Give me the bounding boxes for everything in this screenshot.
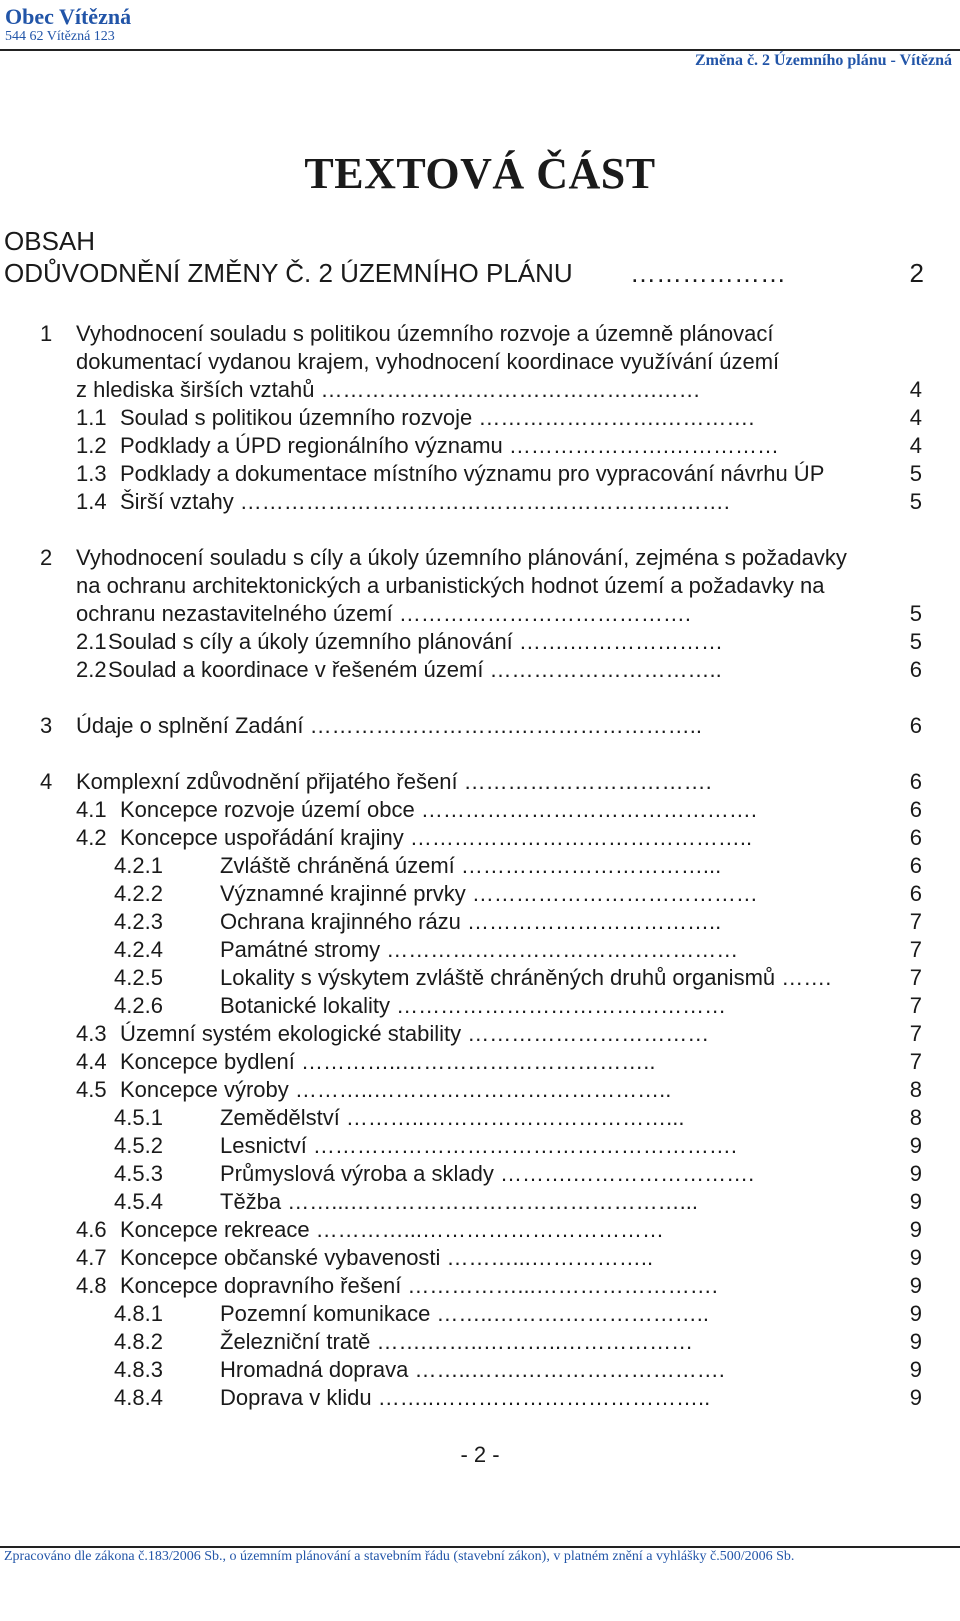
- toc-number: 4.5.4: [114, 1189, 163, 1214]
- toc-number: 4.3: [76, 1021, 107, 1046]
- toc-entry-text: Koncepce výroby ………..…………………………………..: [120, 1077, 672, 1102]
- toc-entry-text: Soulad a koordinace v řešeném území …………………………..: [108, 657, 722, 682]
- document-title: Změna č. 2 Územního plánu - Vítězná: [694, 52, 952, 69]
- toc-page-number: 8: [909, 1077, 922, 1102]
- toc-number: 1.4: [76, 489, 107, 514]
- toc-page-number: 9: [909, 1189, 922, 1214]
- toc-entry-text: Ochrana krajinného rázu ……………………………..: [220, 909, 722, 934]
- footer-note: Zpracováno dle zákona č.183/2006 Sb., o územním plánování a stavebním řádu (stavební zákon), v platném znění a vyhlášky č.500/2006 Sb.: [4, 1549, 795, 1564]
- toc-entry-text: Koncepce uspořádání krajiny ………………………………………..: [120, 825, 753, 850]
- toc-entry-text: Podklady a ÚPD regionálního významu ………………….……………: [120, 433, 779, 458]
- toc-number: 4.2.2: [114, 881, 163, 906]
- toc-page-number: 4: [909, 433, 922, 458]
- toc-number: 4.5: [76, 1077, 107, 1102]
- toc-number: 2.2: [76, 657, 107, 682]
- toc-entry-text: Vyhodnocení souladu s politikou územního rozvoje a územně plánovací: [76, 321, 774, 346]
- organization-name: Obec Vítězná: [5, 4, 132, 29]
- justification-page: 2: [909, 258, 924, 288]
- toc-page-number: 4: [909, 377, 922, 402]
- header-divider: [0, 49, 960, 51]
- toc-page-number: 9: [909, 1329, 922, 1354]
- toc-number: 4.2.4: [114, 937, 163, 962]
- toc-page-number: 7: [909, 993, 922, 1018]
- toc-entry-text: Koncepce rekreace …………...……………………………: [120, 1217, 665, 1242]
- toc-number: 4.8.4: [114, 1385, 163, 1410]
- toc-number: 4.8.3: [114, 1357, 163, 1382]
- toc-page-number: 5: [909, 489, 922, 514]
- toc-number: 4.5.1: [114, 1105, 163, 1130]
- toc-page-number: 7: [909, 965, 922, 990]
- toc-page-number: 9: [909, 1273, 922, 1298]
- toc-entry-text: z hlediska širších vztahů ……………………………………….……: [76, 377, 701, 402]
- toc-number: 4.8.1: [114, 1301, 163, 1326]
- toc-page-number: 7: [909, 1049, 922, 1074]
- toc-page-number: 4: [909, 405, 922, 430]
- toc-entry-text: Zemědělství ………..……………………………...: [220, 1105, 685, 1130]
- toc-entry-text: ochranu nezastavitelného území ………………………………….: [76, 601, 691, 626]
- toc-entry-text: Pozemní komunikace ……..……….………………..: [220, 1301, 709, 1326]
- toc-page-number: 9: [909, 1357, 922, 1382]
- toc-entry-text: Soulad s cíly a úkoly územního plánování …….…………………: [108, 629, 724, 654]
- toc-number: 4.2.6: [114, 993, 163, 1018]
- toc-entry-text: Železniční tratě …….……..………..………………: [220, 1329, 694, 1354]
- toc-page-number: 9: [909, 1301, 922, 1326]
- toc-entry-text: Hromadná doprava ……..…….……………………….: [220, 1357, 725, 1382]
- toc-entry-text: Podklady a dokumentace místního významu pro vypracování návrhu ÚP: [120, 461, 825, 486]
- toc-number: 4.4: [76, 1049, 107, 1074]
- toc-number: 2: [40, 545, 53, 570]
- toc-page-number: 9: [909, 1161, 922, 1186]
- toc-page-number: 6: [909, 825, 922, 850]
- toc-entry-text: Památné stromy …………………………………………: [220, 937, 739, 962]
- toc-number: 4.8.2: [114, 1329, 163, 1354]
- toc-page-number: 7: [909, 1021, 922, 1046]
- page-title: TEXTOVÁ ČÁST: [304, 149, 656, 198]
- toc-page-number: 6: [909, 713, 922, 738]
- organization-address: 544 62 Vítězná 123: [5, 29, 115, 44]
- toc-number: 1.1: [76, 405, 107, 430]
- toc-entry-text: Botanické lokality ………………………………………: [220, 993, 727, 1018]
- toc-page-number: 9: [909, 1245, 922, 1270]
- toc-page-number: 5: [909, 461, 922, 486]
- toc-number: 4.2.1: [114, 853, 163, 878]
- toc-number: 1.2: [76, 433, 107, 458]
- toc-entry-text: Lokality s výskytem zvláště chráněných druhů organismů …….: [220, 965, 832, 990]
- toc-entry-text: Lesnictví ………………………………………………….: [220, 1133, 738, 1158]
- toc-page-number: 5: [909, 601, 922, 626]
- toc-entry-text: Doprava v klidu ……..………………………………..: [220, 1385, 711, 1410]
- toc-entry-text: Zvláště chráněná území ……………………………...: [220, 853, 722, 878]
- toc-page-number: 6: [909, 853, 922, 878]
- toc-page-number: 6: [909, 769, 922, 794]
- toc-number: 4.7: [76, 1245, 107, 1270]
- toc-entry-text: Koncepce občanské vybavenosti ………...……………..: [120, 1245, 654, 1270]
- toc-entry-text: Koncepce rozvoje území obce ……………………………………….: [120, 797, 757, 822]
- toc-number: 4.2.3: [114, 909, 163, 934]
- toc-page-number: 9: [909, 1217, 922, 1242]
- toc-number: 1.3: [76, 461, 107, 486]
- toc-page-number: 6: [909, 797, 922, 822]
- justification-heading: ODŮVODNĚNÍ ZMĚNY Č. 2 ÚZEMNÍHO PLÁNU: [4, 258, 573, 288]
- toc-number: 4.8: [76, 1273, 107, 1298]
- toc-entry-text: Soulad s politikou územního rozvoje …………………….………….: [120, 405, 755, 430]
- toc-page-number: 7: [909, 937, 922, 962]
- toc-page-number: 9: [909, 1385, 922, 1410]
- toc-entry-text: dokumentací vydanou krajem, vyhodnocení koordinace využívání území: [76, 349, 780, 374]
- toc-number: 4.1: [76, 797, 107, 822]
- toc-number: 4.6: [76, 1217, 107, 1242]
- toc-entry-text: Průmyslová výroba a sklady ……….…………………….: [220, 1161, 755, 1186]
- page-number: - 2 -: [460, 1442, 500, 1467]
- toc-number: 1: [40, 321, 53, 346]
- toc-entry-text: Vyhodnocení souladu s cíly a úkoly územního plánování, zejména s požadavky: [76, 545, 847, 570]
- toc-page-number: 8: [909, 1105, 922, 1130]
- toc-number: 4.5.3: [114, 1161, 163, 1186]
- toc-number: 2.1: [76, 629, 107, 654]
- footer-divider: [0, 1546, 960, 1548]
- toc-entry-text: Komplexní zdůvodnění přijatého řešení …………………………….: [76, 769, 712, 794]
- toc-number: 4: [40, 769, 53, 794]
- toc-number: 4.5.2: [114, 1133, 163, 1158]
- toc-entry-text: Širší vztahy ………………………………………………………….: [120, 489, 730, 514]
- toc-entry-text: Koncepce dopravního řešení ……………...…………………….: [120, 1273, 718, 1298]
- toc-entry-text: Údaje o splnění Zadání ……………………….……………………..: [76, 713, 702, 738]
- toc-entry-text: na ochranu architektonických a urbanistických hodnot území a požadavky na: [76, 573, 825, 598]
- toc-page-number: 6: [909, 881, 922, 906]
- toc-entry-text: Významné krajinné prvky …………………………………: [220, 881, 758, 906]
- toc-page-number: 6: [909, 657, 922, 682]
- justification-leader-dots: ………………: [630, 258, 786, 288]
- toc-number: 3: [40, 713, 53, 738]
- toc-number: 4.2: [76, 825, 107, 850]
- toc-entry-text: Koncepce bydlení …………..……………………………..: [120, 1049, 656, 1074]
- toc-page-number: 5: [909, 629, 922, 654]
- toc-entry-text: Těžba ……...………………………………………...: [220, 1189, 698, 1214]
- toc-number: 4.2.5: [114, 965, 163, 990]
- contents-heading: OBSAH: [4, 226, 96, 256]
- toc-page-number: 9: [909, 1133, 922, 1158]
- toc-page-number: 7: [909, 909, 922, 934]
- toc-entry-text: Územní systém ekologické stability ……………………………: [120, 1021, 710, 1046]
